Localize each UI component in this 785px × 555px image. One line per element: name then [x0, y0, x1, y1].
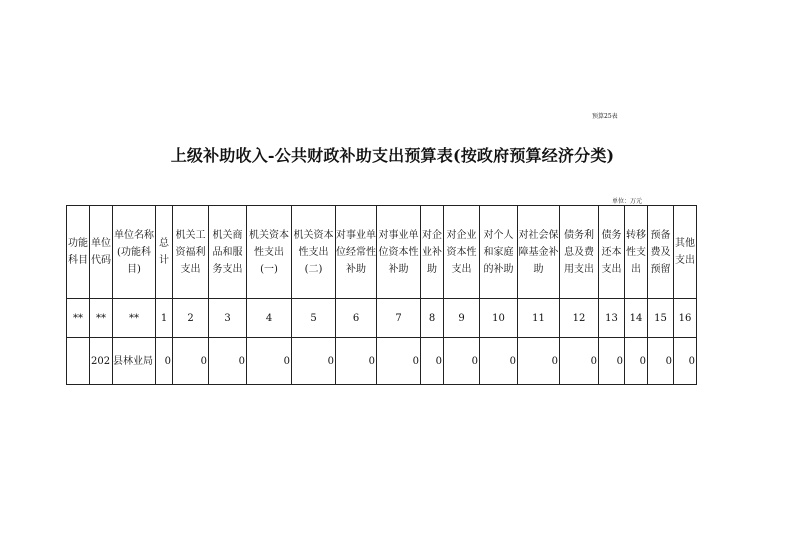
- index-cell: 2: [173, 299, 209, 338]
- index-cell: 6: [336, 299, 377, 338]
- index-cell: **: [113, 299, 156, 338]
- header-cell: 其他支出: [674, 206, 697, 299]
- value-cell: 0: [156, 338, 173, 385]
- header-cell: 单位代码: [90, 206, 113, 299]
- unit-name-cell: 县林业局: [113, 338, 156, 385]
- value-cell: 0: [173, 338, 209, 385]
- form-code: 预算25表: [592, 113, 618, 120]
- table-row: [67, 338, 697, 385]
- unit-code-cell: 202: [90, 338, 113, 385]
- value-cell: 0: [648, 338, 674, 385]
- unit-label: 单位：万元: [612, 198, 643, 205]
- budget-table: [66, 205, 697, 385]
- index-cell: 15: [648, 299, 674, 338]
- value-cell: 0: [421, 338, 444, 385]
- index-cell: **: [90, 299, 113, 338]
- header-cell: 单位名称(功能科目): [113, 206, 156, 299]
- index-cell: 3: [209, 299, 247, 338]
- value-cell: 0: [247, 338, 292, 385]
- value-cell: 0: [560, 338, 599, 385]
- index-cell: 12: [560, 299, 599, 338]
- header-cell: 功能科目: [67, 206, 90, 299]
- index-cell: 14: [625, 299, 648, 338]
- index-cell: 4: [247, 299, 292, 338]
- header-cell: 债务还本支出: [599, 206, 625, 299]
- value-cell: 0: [480, 338, 518, 385]
- value-cell: 0: [209, 338, 247, 385]
- table-index-row: [67, 299, 697, 338]
- value-cell: 0: [625, 338, 648, 385]
- header-cell: 机关资本性支出(二): [292, 206, 336, 299]
- index-cell: 8: [421, 299, 444, 338]
- index-cell: 5: [292, 299, 336, 338]
- index-cell: 10: [480, 299, 518, 338]
- value-cell: 0: [336, 338, 377, 385]
- index-cell: **: [67, 299, 90, 338]
- header-cell: 对社会保障基金补助: [518, 206, 560, 299]
- value-cell: 0: [518, 338, 560, 385]
- index-cell: 16: [674, 299, 697, 338]
- header-cell: 机关商品和服务支出: [209, 206, 247, 299]
- header-cell: 对企业资本性支出: [444, 206, 480, 299]
- value-cell: 0: [377, 338, 421, 385]
- header-cell: 机关工资福利支出: [173, 206, 209, 299]
- page-title: 上级补助收入-公共财政补助支出预算表(按政府预算经济分类): [170, 146, 615, 165]
- table-header-row: [67, 206, 697, 299]
- index-cell: 13: [599, 299, 625, 338]
- function-subject-cell: [67, 338, 90, 385]
- header-cell: 机关资本性支出(一): [247, 206, 292, 299]
- header-cell: 债务利息及费用支出: [560, 206, 599, 299]
- header-cell: 预备费及预留: [648, 206, 674, 299]
- index-cell: 11: [518, 299, 560, 338]
- value-cell: 0: [444, 338, 480, 385]
- header-cell: 对企业补助: [421, 206, 444, 299]
- value-cell: 0: [292, 338, 336, 385]
- header-cell: 对事业单位资本性补助: [377, 206, 421, 299]
- index-cell: 7: [377, 299, 421, 338]
- header-cell: 对事业单位经常性补助: [336, 206, 377, 299]
- value-cell: 0: [599, 338, 625, 385]
- index-cell: 1: [156, 299, 173, 338]
- header-cell: 总计: [156, 206, 173, 299]
- header-cell: 转移性支出: [625, 206, 648, 299]
- value-cell: 0: [674, 338, 697, 385]
- index-cell: 9: [444, 299, 480, 338]
- header-cell: 对个人和家庭的补助: [480, 206, 518, 299]
